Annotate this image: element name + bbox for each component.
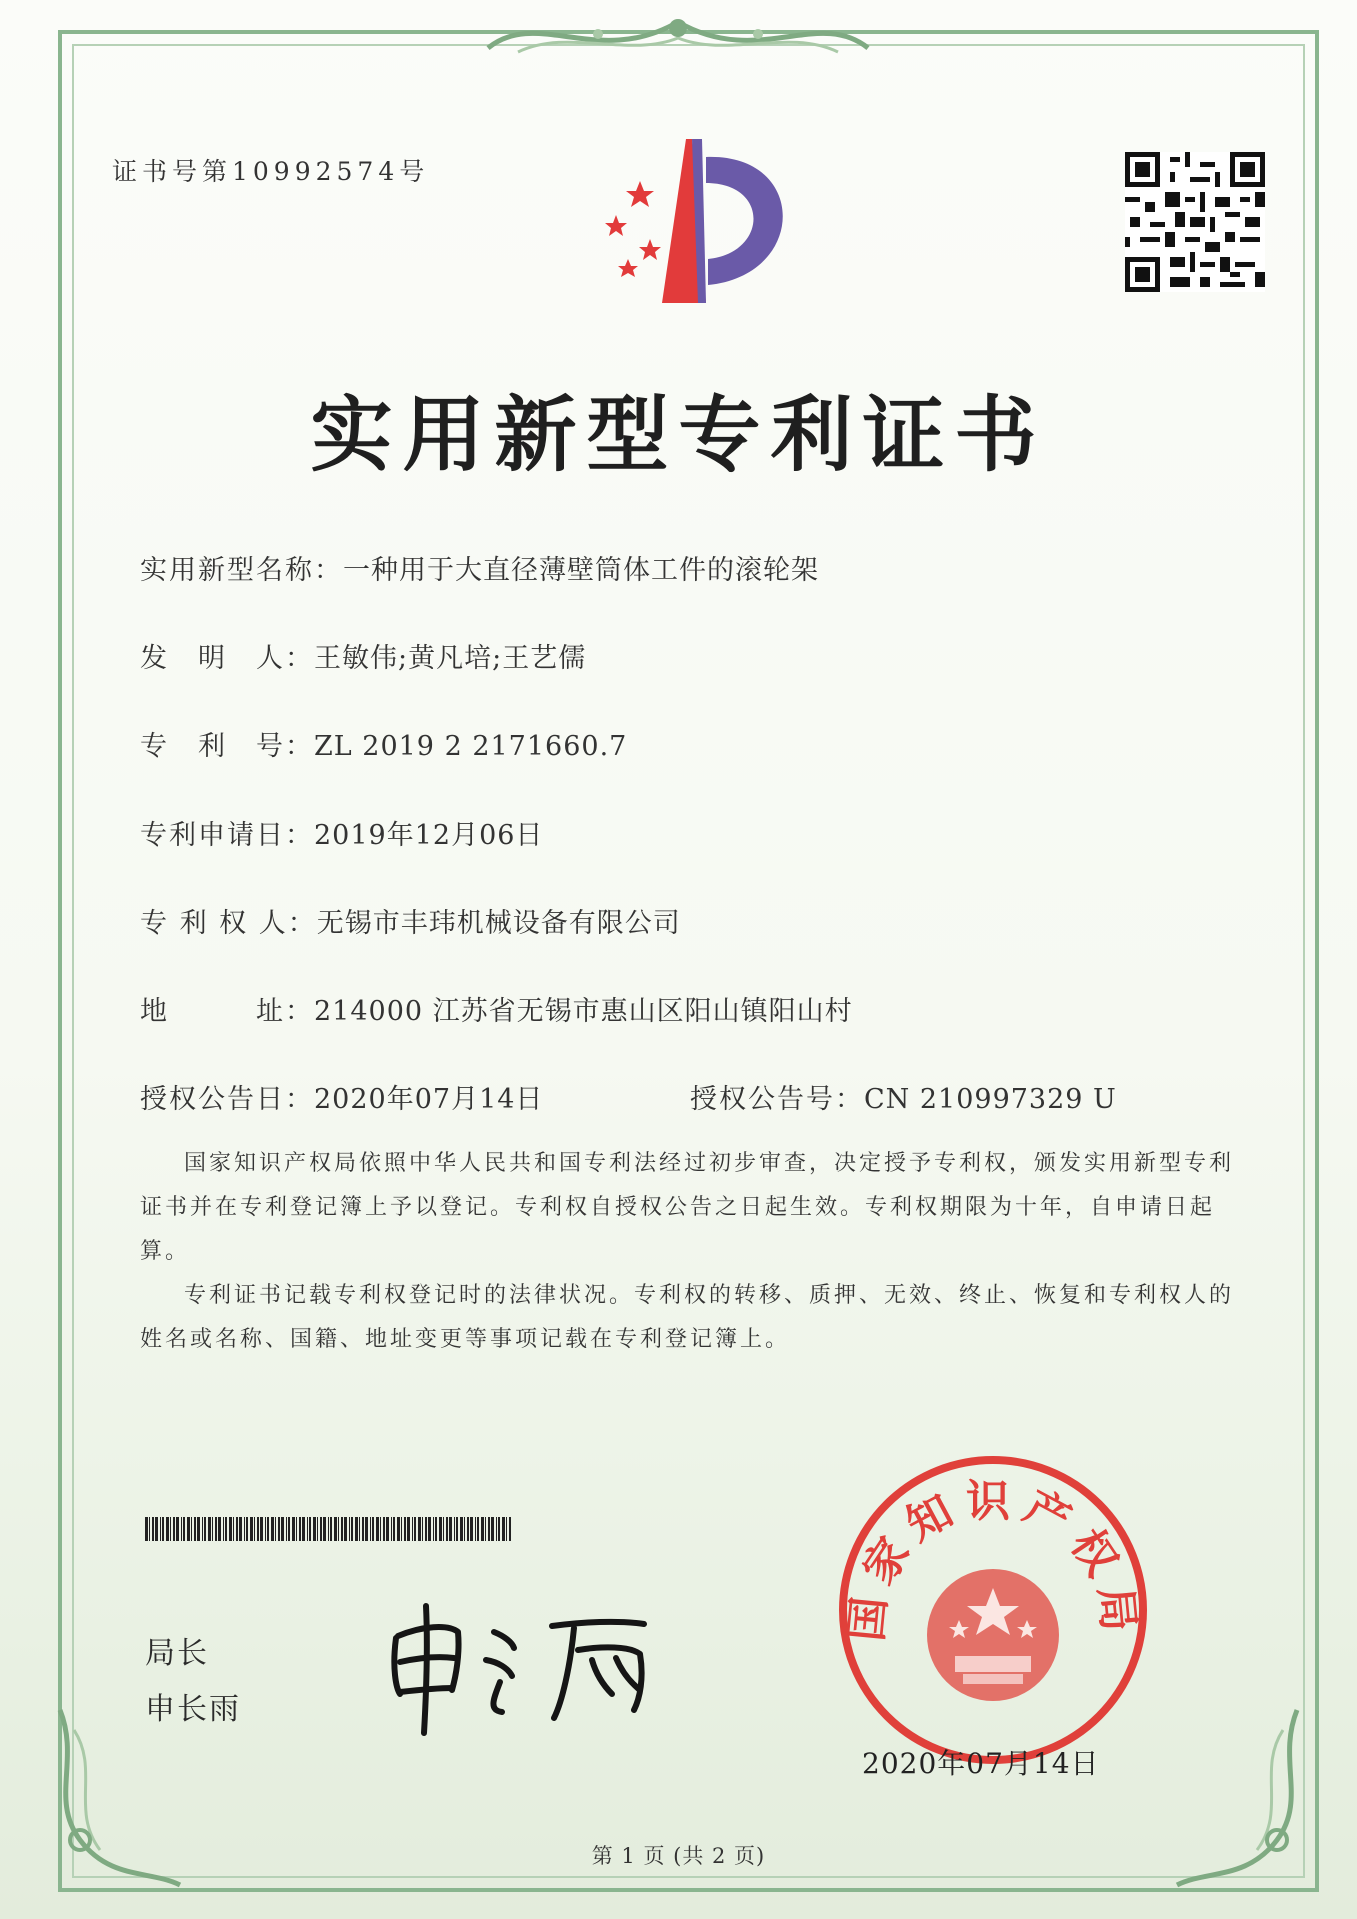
page-number: 第 1 页 (共 2 页) [591, 1844, 766, 1868]
director-title: 局长 [145, 1636, 209, 1671]
field-value: 王敏伟;黄凡培;王艺儒 [314, 643, 587, 674]
statement-paragraph-2: 专利证书记载专利权登记时的法律状况。专利权的转移、质押、无效、终止、恢复和专利权人的姓名或名称、国籍、地址变更等事项记载在专利登记簿上。 [140, 1283, 1235, 1352]
seal-text: 国家知识产权局 [841, 1475, 1145, 1644]
certificate-title: 实用新型专利证书 [310, 387, 1047, 483]
field-patentee [140, 901, 681, 940]
field-patent-number [140, 724, 627, 763]
seal-date: 2020年07月14日 [862, 1747, 1100, 1780]
field-value: 2020年07月14日 [314, 1084, 544, 1115]
field-grant-date [140, 1077, 543, 1116]
field-utility-model-name [140, 548, 819, 587]
handwritten-signature [382, 1598, 702, 1738]
field-value: CN 210997329 U [864, 1084, 1117, 1115]
certificate-number: 证书号第10992574号 [112, 157, 430, 186]
field-inventor [140, 636, 586, 675]
field-label: 专 利 权 人： [140, 908, 317, 939]
field-value: 2019年12月06日 [314, 820, 544, 851]
field-value: 无锡市丰玮机械设备有限公司 [316, 908, 681, 939]
official-seal-icon [833, 1450, 1153, 1770]
top-ornament-icon [478, 8, 878, 68]
field-address [140, 989, 853, 1028]
cnipa-logo-icon [578, 135, 808, 310]
bottom-right-ornament-icon [1167, 1700, 1317, 1900]
field-label: 发 明 人： [140, 643, 314, 674]
field-label: 实用新型名称： [140, 555, 343, 586]
field-label: 地 址： [140, 996, 314, 1027]
director-name: 申长雨 [145, 1692, 241, 1727]
field-value: 214000 江苏省无锡市惠山区阳山镇阳山村 [314, 996, 853, 1027]
certificate-statement [140, 1142, 1240, 1362]
field-filing-date [140, 813, 543, 852]
bottom-left-ornament-icon [40, 1700, 190, 1900]
field-value: ZL 2019 2 2171660.7 [314, 731, 628, 762]
field-label: 专 利 号： [140, 731, 314, 762]
field-label: 专利申请日： [140, 820, 314, 851]
field-grant-number [690, 1077, 1117, 1116]
field-value: 一种用于大直径薄壁筒体工件的滚轮架 [343, 555, 819, 586]
statement-paragraph-1: 国家知识产权局依照中华人民共和国专利法经过初步审查，决定授予专利权，颁发实用新型专利证书并在专利登记簿上予以登记。专利权自授权公告之日起生效。专利权期限为十年，自申请日起算。 [140, 1151, 1235, 1264]
field-label: 授权公告日： [140, 1084, 314, 1115]
barcode-icon [145, 1517, 513, 1541]
qr-code-icon [1125, 152, 1265, 292]
field-label: 授权公告号： [690, 1084, 864, 1115]
